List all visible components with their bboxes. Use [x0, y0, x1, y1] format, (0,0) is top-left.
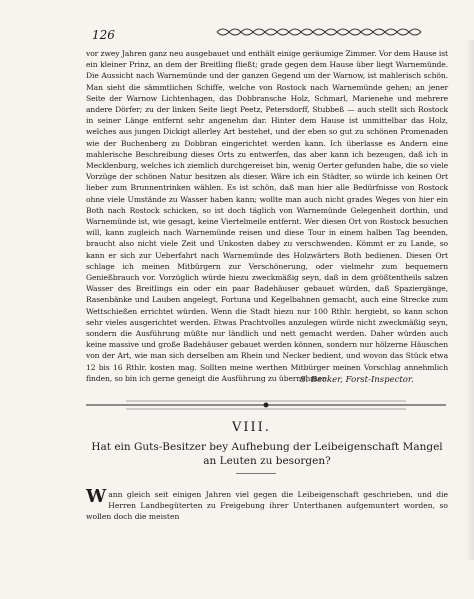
drop-cap: W [86, 486, 107, 507]
section-number: VIII. [232, 420, 271, 435]
section-divider-rule [86, 398, 446, 412]
main-paragraph [86, 48, 448, 384]
section-title: Hat ein Guts-Besitzer bey Aufhebung der Leibeigenschaft Mangel an Leuten zu besorgen? [91, 441, 443, 467]
title-separator [236, 473, 276, 474]
main-paragraph-text: vor zwey Jahren ganz neu ausgebauet und enthält einige geräumige Zimmer. Vor dem Hause ist ein kleiner Prinz, an dem der Breitling fließt; grade gegen dem Hause über liegt Warnemünde. Die Aussicht nach Warnemünde und der ganzen Gegend um der Warnow, ist mahlerisch schön. Man sieht die sämmtlichen Schiffe, welche von Rostock nach Warnemünde gehen; an jener Seite der Warnow Lichtenhagen, das Dobbransche Holz, Schmarl, Marienehe und mehrere andere Dörfer; zu der linken Seite liegt Peetz, Petersdorff, Stubbeß — auch stellt sich Rostock in seiner Länge entfernt sehr angenehm dar. Hinter dem Hause ist unmittelbar das Holz, welches aus jungen Dickigt allerley Art bestehet, und der eben so gut zu schönen Promenaden wie der Buchenberg zu Dobbran eingerichtet werden kann. Ich überlasse es Andern eine mahlerische Beschreibung dieses Orts zu entwerfen, das aber kann ich bezeugen, daß ich in Mecklenburg, welches ich ziemlich durchgereiset bin, wenig Oerter gefunden habe, die so viele Vorzüge der schönen Natur besitzen als dieser. Wäre ich ein Städter, so würde ich keinen Ort lieber zum Brunnentrinken wählen. Es ist schön, daß man hier alle Bedürfnisse von Rostock ohne viele Umstände zu Wasser haben kann; wollte man auch nicht grades Weges von hier ein Both nach Rostock schicken, so ist doch täglich von Warnemünde Gelegenheit dorthin, und Warnemünde ist, wie gesagt, keine Viertelmeile entfernt. Wer diesen Ort von Rostock besuchen will, kann zugleich nach Warnemünde reisen und diese Tour in einem halben Tag beenden, braucht also nicht viele Zeit und Unkosten dabey zu verschwenden. Kömmt er zu Lande, so kann er sich zur Ueberfahrt nach Warnemünde des Holzwärters Both bedienen. Diesen Ort schlage ich meinen Mitbürgern zur Verschönerung, oder vielmehr zum bequemern Genießbrauch vor. Vorzüglich würde hiezu zweckmäßig seyn, daß in dem größtentheils salzen Wasser des Breitlings ein oder ein paar Badehäuser gebauet würden, daß Spaziergänge, Rasenbänke und Lauben angelegt, Fortuna und Kegelbahnen gemacht, auch eine Strecke zum Wettschießen errichtet würden. Wenn die Stadt hiezu nur 100 Rthlr. hergiebt, so kann schon sehr vieles ausgerichtet werden. Etwas Prachtvolles anzulegen würde nicht zweckmäßig seyn, sondern die Ausführung müßte nur ländlich und nett gemacht werden. Daher würden auch keine massive und große Badehäuser gebauet werden können, sondern nur hölzerne Häuschen von der Art, wie man sich derselben am Rhein und Necker bedient, und wovon das Stück etwa 12 bis 16 Rthlr. kosten mag. Sollten meine werthen Mitbürger meinen Vorschlag annehmlich finden, so bin ich gerne geneigt die Ausführung zu übernehmen. [86, 49, 448, 383]
section-paragraph [86, 486, 448, 523]
page-edge-shadow [466, 40, 474, 560]
author-signature: S. Becker, Forst-Inspector. [300, 375, 414, 385]
page-number: 126 [92, 28, 115, 42]
section-paragraph-text: ann gleich seit einigen Jahren viel gegen die Leibeigenschaft geschrieben, und die Herren Landbegüterten zu Freigebung ihrer Unterthanen aufgemuntert worden, so wollen doch die meisten [86, 490, 448, 522]
header-ornament [215, 26, 425, 38]
